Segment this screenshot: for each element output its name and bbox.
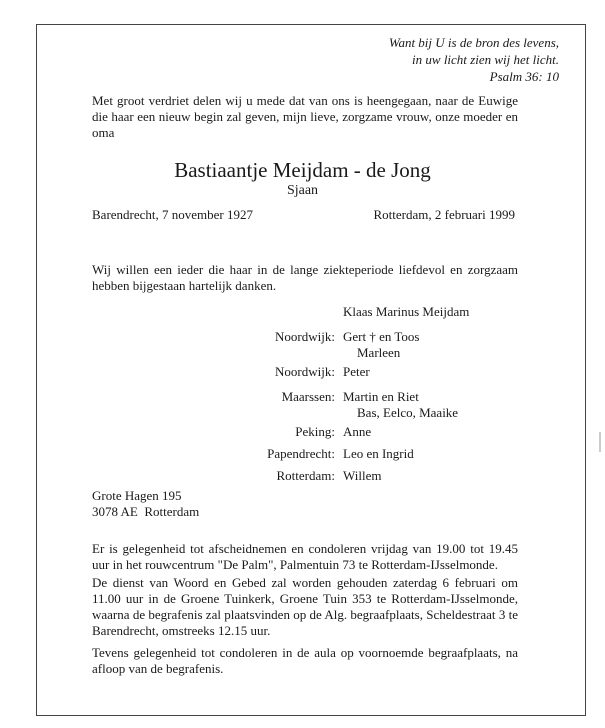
family-names	[343, 329, 419, 361]
family-names	[343, 364, 370, 380]
scan-mark	[599, 432, 601, 452]
service-paragraph: De dienst van Woord en Gebed zal worden gehouden zaterdag 6 februari om 11.00 uur in de Groene Tuinkerk, Groene Tuin 353 te Rotterdam-IJsselmonde, waarna de begrafenis zal plaatsvinden op de Alg. begraafplaats, Scheldestraat 3 te Barendrecht, omstreeks 12.15 uur.	[92, 575, 518, 638]
deceased-name: Bastiaantje Meijdam - de Jong	[174, 158, 431, 182]
family-names	[343, 468, 381, 484]
husband-name: Klaas Marinus Meijdam	[343, 304, 470, 319]
psalm-quote	[389, 34, 559, 85]
address-street: Grote Hagen 195	[92, 488, 182, 503]
intro-text: Met groot verdriet delen wij u mede dat van ons is heengegaan, naar de Euwige die haar een nieuw begin zal geven, mijn lieve, zorgzame vrouw, onze moeder en oma	[92, 93, 518, 140]
family-place: Noordwijk:	[275, 364, 335, 379]
psalm-reference: Psalm 36: 10	[489, 69, 559, 84]
correspondence-address	[92, 488, 199, 520]
family-names	[343, 446, 414, 462]
family-place: Noordwijk:	[275, 329, 335, 344]
aula-paragraph: Tevens gelegenheid tot condoleren in de aula op voornoemde begraafplaats, na afloop van de begrafenis.	[92, 645, 518, 676]
family-member-line: Gert † en Toos	[343, 329, 420, 344]
psalm-line-2: in uw licht zien wij het licht.	[412, 52, 559, 67]
family-member-line: Leo en Ingrid	[343, 446, 414, 461]
death-info: Rotterdam, 2 februari 1999	[373, 207, 515, 222]
family-place: Papendrecht:	[267, 446, 335, 461]
family-member-line: Willem	[343, 468, 382, 483]
family-place: Rotterdam:	[276, 468, 335, 483]
family-member-line: Bas, Eelco, Maaike	[357, 405, 459, 420]
birth-info: Barendrecht, 7 november 1927	[92, 207, 254, 222]
family-names	[343, 389, 458, 421]
family-member-line: Martin en Riet	[343, 389, 419, 404]
condolence-paragraph: Er is gelegenheid tot afscheidnemen en condoleren vrijdag van 19.00 tot 19.45 uur in het rouwcentrum "De Palm", Palmentuin 73 te Rotterdam-IJsselmonde.	[92, 541, 518, 572]
family-member-line: Anne	[343, 424, 372, 439]
thanks-text: Wij willen een ieder die haar in de lange ziekteperiode liefdevol en zorgzaam hebben bijgestaan hartelijk danken.	[92, 262, 518, 293]
family-place: Maarssen:	[281, 389, 335, 404]
family-place: Peking:	[295, 424, 335, 439]
psalm-line-1: Want bij U is de bron des levens,	[388, 35, 559, 50]
family-names	[343, 424, 371, 440]
family-member-line: Marleen	[357, 345, 401, 360]
deceased-nickname: Sjaan	[286, 183, 319, 198]
address-city: 3078 AE Rotterdam	[92, 504, 200, 519]
family-member-line: Peter	[343, 364, 370, 379]
